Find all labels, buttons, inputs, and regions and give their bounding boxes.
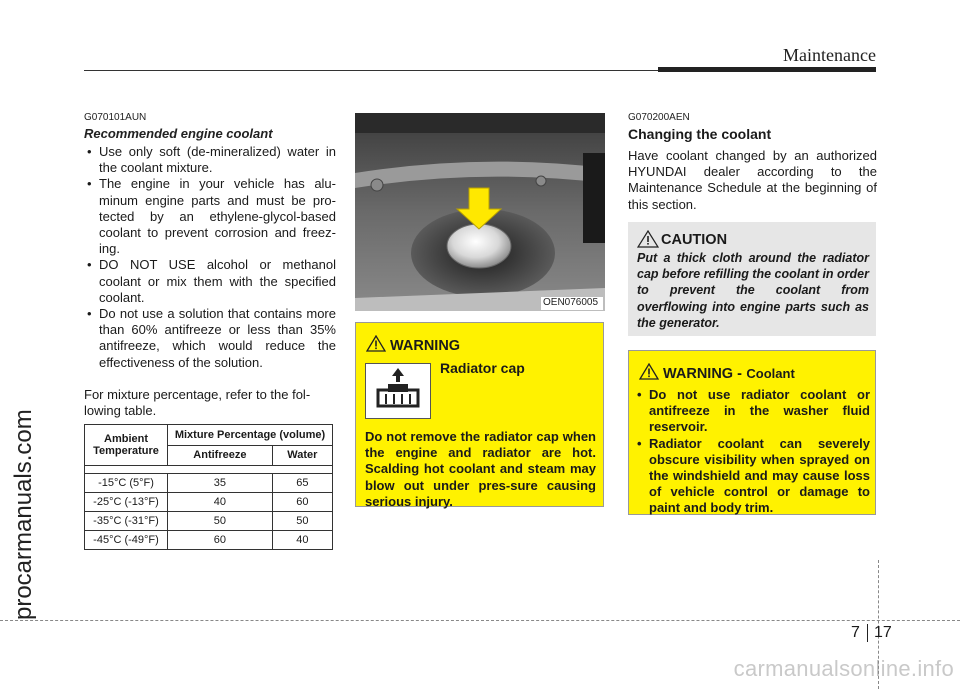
table-cell: 60 xyxy=(168,531,273,550)
list-item: • Do not use a solution that contains more than 60% antifreeze or less than 35% antifreeze, which would reduce the effectiveness of the solution. xyxy=(84,306,336,371)
caution-label: CAUTION xyxy=(661,232,728,248)
changing-coolant-paragraph: Have coolant changed by an authorized HYUNDAI dealer according to the Maintenance Schedule at the beginning of this section. xyxy=(628,148,877,212)
warning-triangle-icon xyxy=(639,363,659,385)
radiator-cap-warning xyxy=(355,322,604,507)
table-cell: 35 xyxy=(168,474,273,493)
table-row xyxy=(85,531,333,550)
header-rule xyxy=(84,70,658,71)
coolant-table xyxy=(84,424,333,550)
table-cell: -15°C (5°F) xyxy=(85,474,168,493)
page-number: 17 xyxy=(874,624,892,641)
section-title: Changing the coolant xyxy=(628,126,772,142)
table-header-antifreeze: Antifreeze xyxy=(168,445,273,466)
list-item: • Use only soft (de-mineralized) water in the coolant mixture. xyxy=(84,144,336,176)
table-header-water: Water xyxy=(272,445,332,466)
section-subtitle: Recommended engine coolant xyxy=(84,126,273,141)
table-cell: -35°C (-31°F) xyxy=(85,512,168,531)
table-cell: 60 xyxy=(272,493,332,512)
radiator-cap-photo xyxy=(355,113,605,311)
bottom-watermark: carmanualsonline.info xyxy=(733,656,954,681)
warning-sublabel: Coolant xyxy=(746,366,795,381)
coolant-warning-list xyxy=(634,387,870,517)
coolant-warning-box xyxy=(628,350,876,515)
list-item xyxy=(634,436,870,517)
table-cell: 40 xyxy=(272,531,332,550)
photo-caption: OEN076005 xyxy=(543,297,599,308)
warning-title: Radiator cap xyxy=(440,360,525,376)
radiator-icon xyxy=(365,363,431,419)
table-header-ambient: Ambient Temperature xyxy=(85,425,168,466)
coolant-bullet-list xyxy=(84,144,336,371)
list-item: • DO NOT USE alcohol or methanol coolant or mix them with the specified coolant. xyxy=(84,257,336,306)
bullet-icon: • xyxy=(637,387,642,402)
side-watermark: procarmanuals.com xyxy=(10,409,37,620)
section-title: Maintenance xyxy=(783,45,876,65)
table-row xyxy=(85,512,333,531)
mixture-paragraph: For mixture percentage, refer to the fol-lowing table. xyxy=(84,387,311,419)
section-code: G070101AUN xyxy=(84,112,147,123)
table-header-mixture: Mixture Percentage (volume) xyxy=(168,425,333,446)
warning-label: WARNING - xyxy=(663,366,742,382)
table-row xyxy=(85,493,333,512)
table-cell: 50 xyxy=(168,512,273,531)
table-row xyxy=(85,474,333,493)
footer-rule xyxy=(0,620,960,621)
list-item xyxy=(634,387,870,436)
bullet-icon: • xyxy=(637,435,642,451)
chapter-number: 7 xyxy=(851,624,860,641)
table-cell: 65 xyxy=(272,474,332,493)
table-cell: -25°C (-13°F) xyxy=(85,493,168,512)
warning-body: Do not remove the radiator cap when the engine and radiator are hot. Scalding hot coolant and steam may blow out under pres-sure causing serious injury. xyxy=(365,429,596,509)
header-bar xyxy=(658,67,876,72)
table-cell: 40 xyxy=(168,493,273,512)
warning-heading xyxy=(663,365,795,383)
section-code: G070200AEN xyxy=(628,112,690,123)
list-item: • The engine in your vehicle has alu-minum engine parts and must be pro-tected by an ethylene-glycol-based coolant to prevent corrosion and freez-ing. xyxy=(84,176,336,257)
table-cell: -45°C (-49°F) xyxy=(85,531,168,550)
warning-label: WARNING xyxy=(390,338,461,354)
table-cell: 50 xyxy=(272,512,332,531)
page-separator xyxy=(867,624,868,642)
caution-body: Put a thick cloth around the radiator cap before refilling the coolant in order to prevent the coolant from overflowing into engine parts such as the generator. xyxy=(637,251,869,330)
warning-triangle-icon xyxy=(366,335,386,357)
caution-box xyxy=(628,222,876,336)
list-item-text: Radiator coolant can severely obscure visibility when sprayed on the windshield and may cause loss of vehicle control or damage to paint and body trim. xyxy=(649,435,870,516)
list-item-text: Do not use radiator coolant or antifreeze in the washer fluid reservoir. xyxy=(649,387,870,435)
